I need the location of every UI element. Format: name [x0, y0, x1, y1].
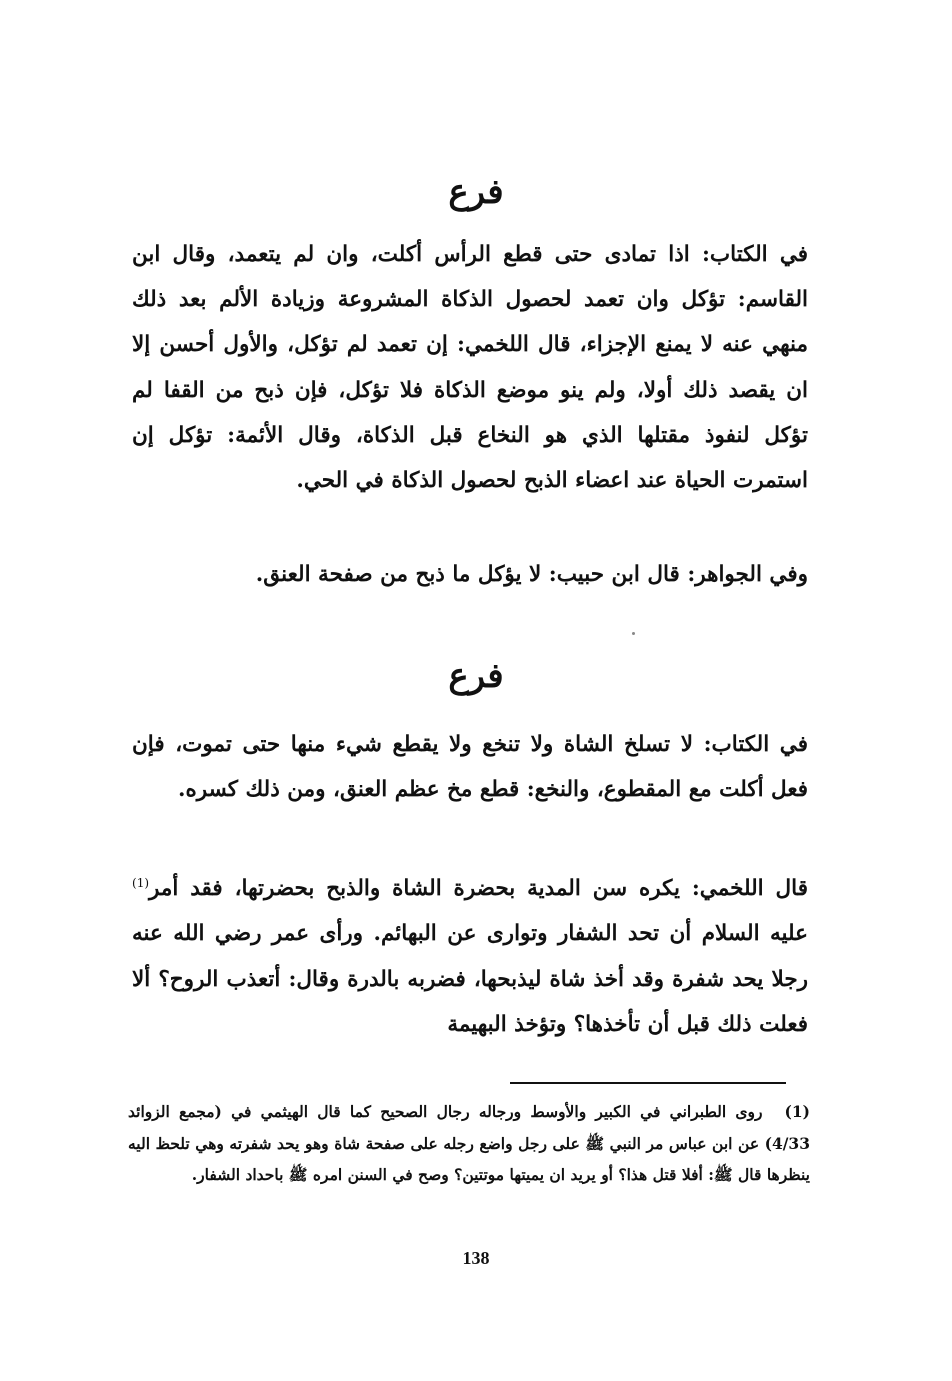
footnote — [128, 1096, 810, 1191]
footnote-separator — [510, 1082, 786, 1084]
paragraph-1-text: اذا تمادى حتى قطع الرأس أكلت، وان لم يتعمد، وقال ابن القاسم: تؤكل وان تعمد لحصول الذكاة المشروعة وزيادة الألم بعد ذلك منهي عنه لا يمنع الإجزاء، قال اللخمي: إن تعمد لم تؤكل، والأول أحسن إلا ان يقصد ذلك أولا، ولم ينو موضع الذكاة فلا تؤكل، فإن ذبح من القفا لم تؤكل لنفوذ مقتلها الذي هو النخاع قبل الذكاة، وقال الأئمة: تؤكل إن استمرت الحياة عند اعضاء الذبح لحصول الذكاة في الحي. — [132, 242, 808, 494]
paragraph-4-text-before-note: قال اللخمي: يكره سن المدية بحضرة الشاة والذبح بحضرتها، فقد أمر — [149, 876, 808, 902]
page-number: 138 — [462, 1248, 490, 1268]
paragraph-2-lead: وفي الجواهر: — [687, 562, 808, 587]
paragraph-2 — [132, 552, 808, 597]
scan-speck — [632, 632, 635, 635]
section-heading-1: فرع — [448, 172, 504, 212]
paragraph-1 — [132, 232, 808, 503]
paragraph-3 — [132, 722, 808, 812]
paragraph-1-lead: في الكتاب: — [701, 242, 809, 267]
paragraph-4 — [132, 861, 808, 1047]
paragraph-3-text: لا تسلخ الشاة ولا تنخع ولا يقطع شيء منها حتى تموت، فإن فعل أكلت مع المقطوع، والنخع: قطع مخ عظم العنق، ومن ذلك كسره. — [132, 732, 808, 803]
footnote-number: (1) — [784, 1102, 810, 1121]
paragraph-2-text: قال ابن حبيب: لا يؤكل ما ذبح من صفحة العنق. — [255, 562, 688, 587]
footnote-reference-mark: (1) — [132, 876, 150, 890]
footnote-text: روى الطبراني في الكبير والأوسط ورجاله رجال الصحيح كما قال الهيثمي في (مجمع الزوائد 4/33) عن ابن عباس مر النبي ﷺ على رجل واضع رجله على صفحة شاة وهو يحد شفرته وهي تلحظ اليه ينظرها قال ﷺ: أفلا قتل هذا؟ أو يريد ان يميتها موتتين؟ وصح في السنن امره ﷺ باحداد الشفار. — [128, 1102, 810, 1184]
section-heading-2: فرع — [448, 656, 504, 696]
paragraph-4-text-after-note: عليه السلام أن تحد الشفار وتوارى عن البهائم. ورأى عمر رضي الله عنه رجلا يحد شفرة وقد أخذ شاة ليذبحها، فضربه بالدرة وقال: أتعذب الروح؟ ألا فعلت ذلك قبل أن تأخذها؟ وتؤخذ البهيمة — [132, 921, 808, 1037]
paragraph-3-lead: في الكتاب: — [703, 732, 808, 757]
